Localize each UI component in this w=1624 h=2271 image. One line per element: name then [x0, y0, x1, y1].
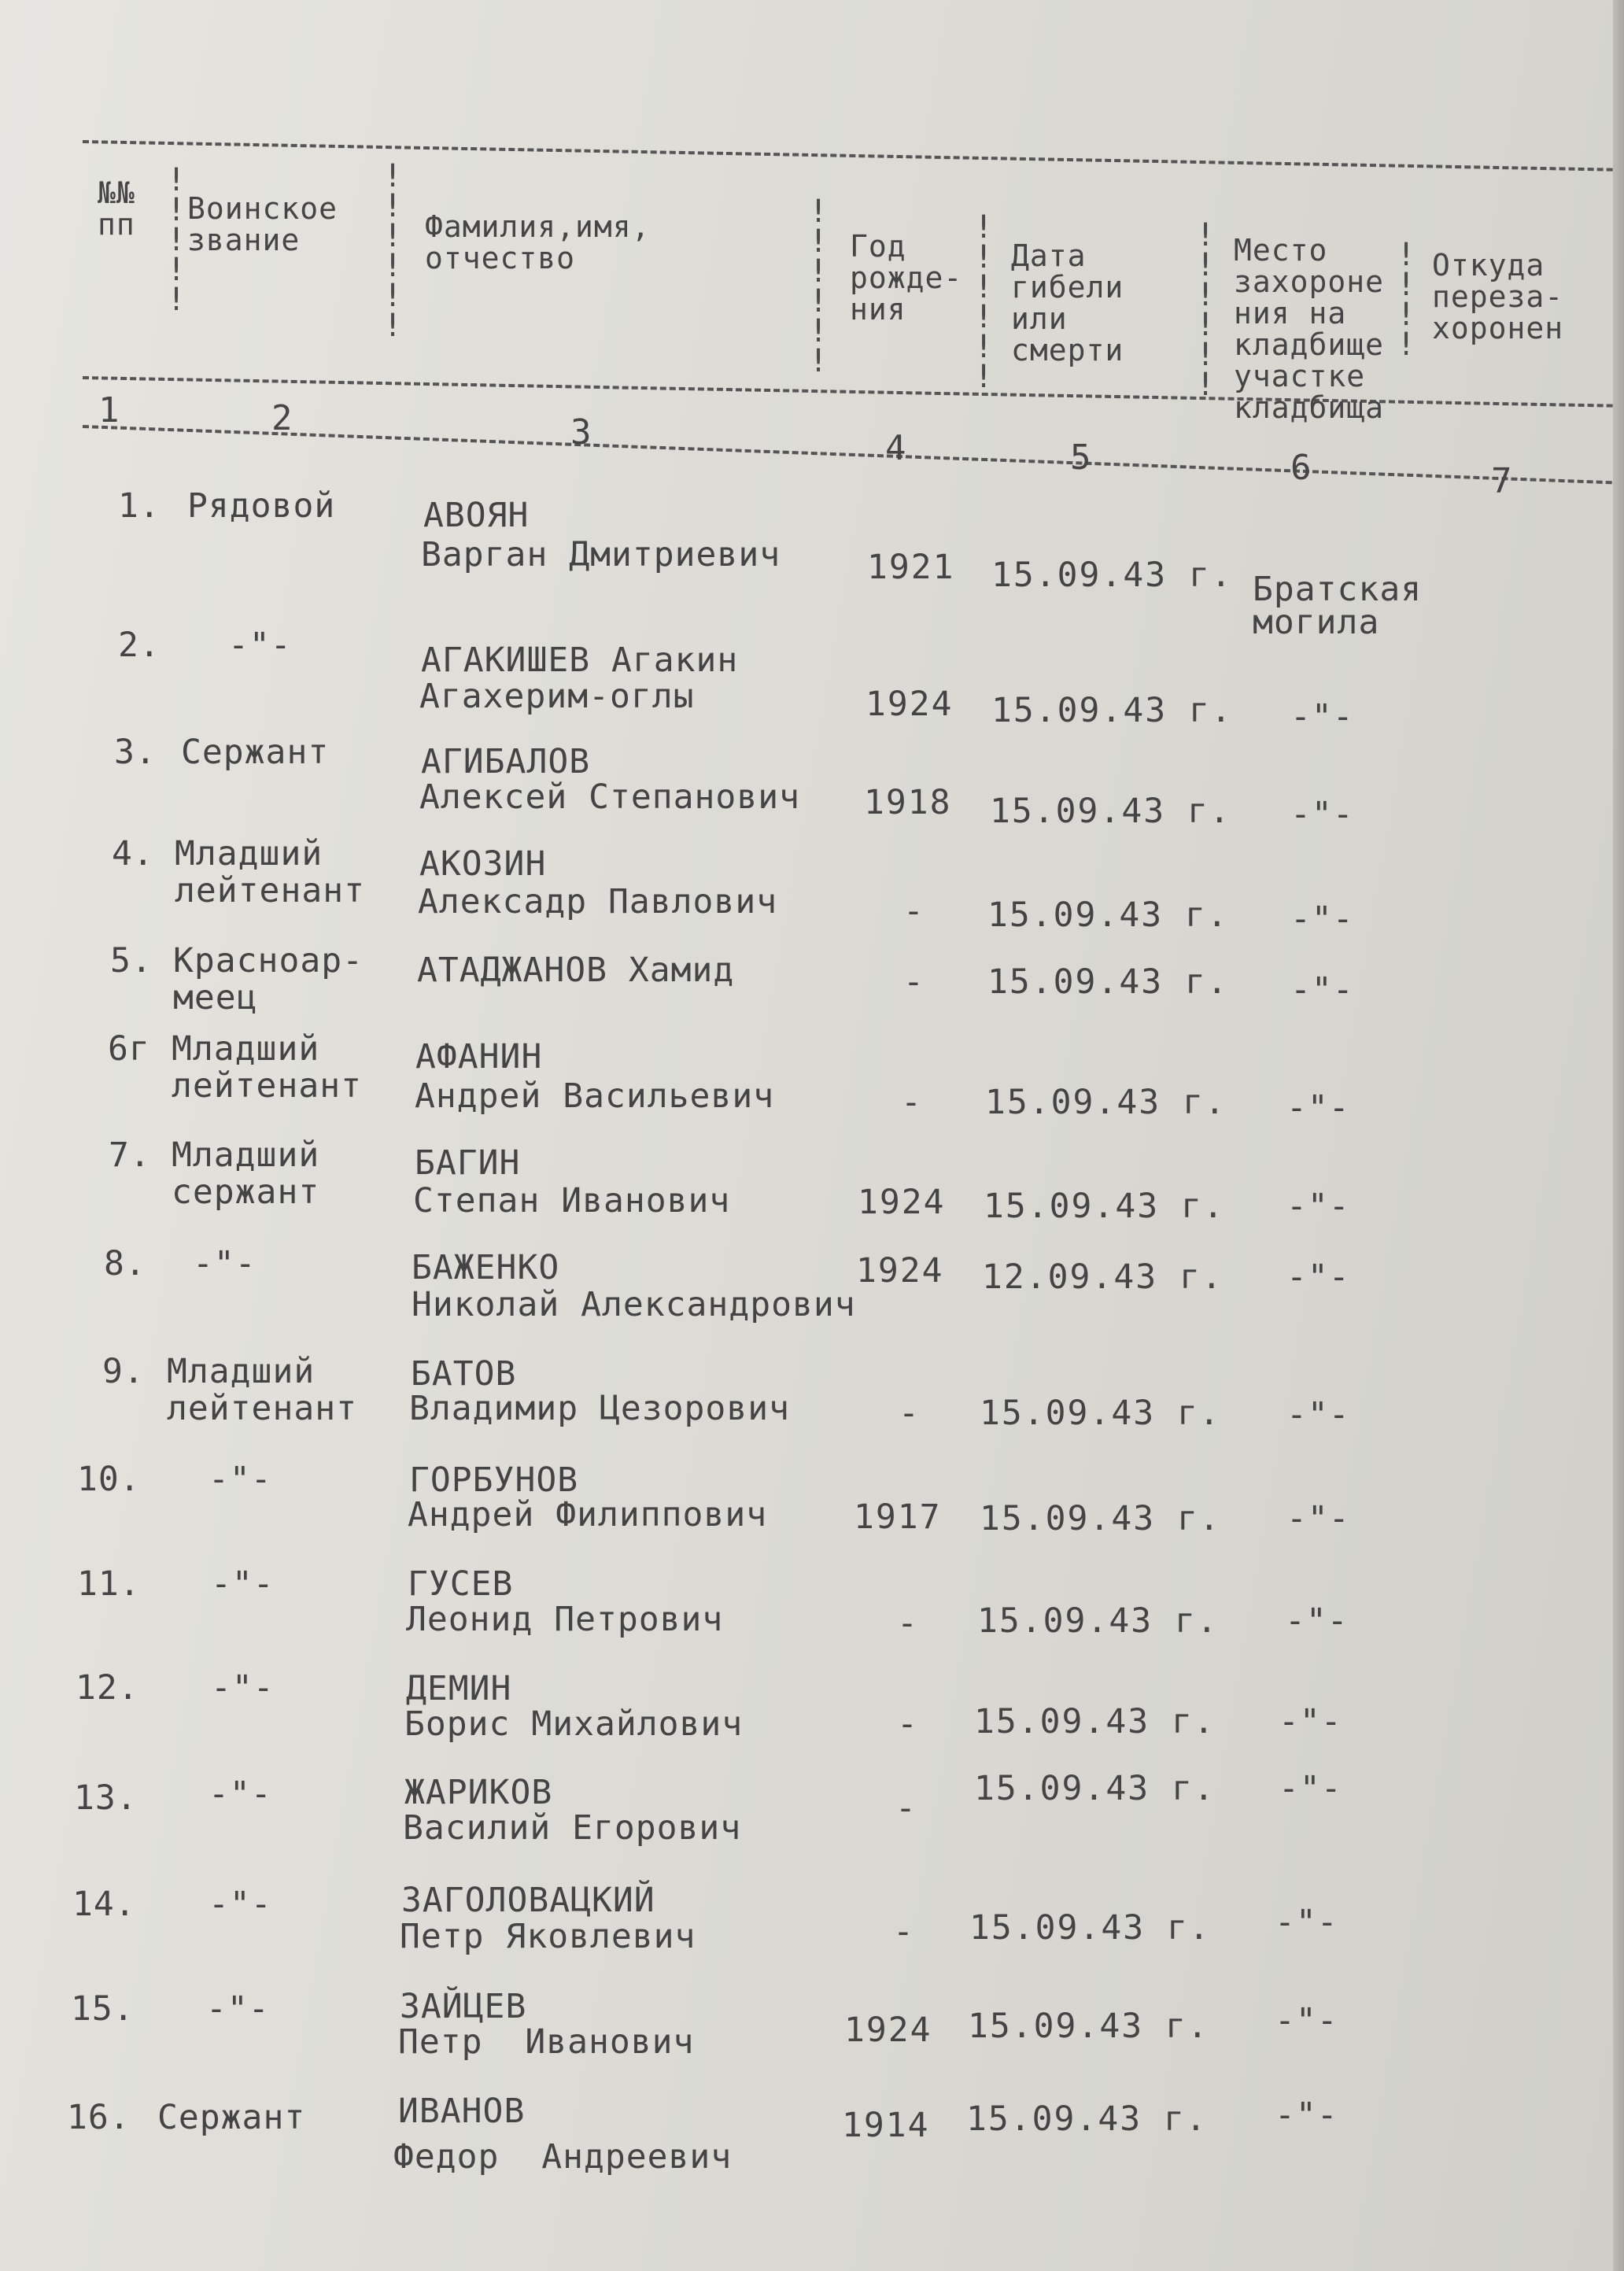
row-15-surname: ЗАЙЦЕВ	[400, 1987, 527, 2026]
column-separator: ! ! ! ! !	[167, 162, 186, 318]
row-10-number: 10.	[77, 1460, 141, 1499]
row-2-names: Агахерим-оглы	[419, 677, 695, 716]
row-15-names: Петр Иванович	[398, 2022, 695, 2062]
row-15-place: -"-	[1275, 2001, 1338, 2040]
row-3-number: 3.	[114, 733, 157, 772]
row-5-rank: Красноар- меец	[173, 941, 364, 1017]
row-1-surname: АВОЯН	[423, 496, 530, 535]
row-16-year: 1914	[842, 2106, 930, 2145]
row-14-rank: -"-	[209, 1885, 272, 1924]
column-number-4: 4	[885, 428, 906, 468]
row-3-surname: АГИБАЛОВ	[421, 742, 591, 781]
row-8-surname: БАЖЕНКО	[412, 1248, 560, 1287]
row-15-rank: -"-	[206, 1989, 270, 2029]
row-7-year: 1924	[858, 1183, 946, 1222]
row-5-place: -"-	[1290, 970, 1354, 1010]
row-12-place: -"-	[1279, 1702, 1342, 1741]
row-13-date: 15.09.43 г.	[974, 1769, 1216, 1808]
column-separator: ! ! ! ! ! !	[974, 209, 994, 395]
row-2-rank: -"-	[228, 626, 292, 665]
row-12-rank: -"-	[211, 1668, 275, 1708]
row-7-surname: БАГИН	[415, 1143, 521, 1183]
row-15-year: 1924	[844, 2011, 932, 2050]
row-10-names: Андрей Филиппович	[408, 1495, 768, 1534]
row-4-year: -	[903, 892, 925, 931]
row-2-date: 15.09.43 г.	[991, 691, 1233, 730]
row-2-number: 2.	[118, 626, 161, 665]
header-col2-label: Воинское звание	[187, 191, 338, 257]
header-col4-label: Год рожде- ния	[850, 229, 963, 327]
row-11-names: Леонид Петрович	[406, 1600, 724, 1639]
row-5-surname: АТАДЖАНОВ Хамид	[417, 951, 735, 990]
row-16-place: -"-	[1275, 2096, 1338, 2135]
row-7-date: 15.09.43 г.	[984, 1187, 1225, 1226]
row-16-rank: Сержант	[157, 2098, 306, 2137]
row-3-names: Алексей Степанович	[419, 777, 800, 817]
row-16-date: 15.09.43 г.	[966, 2099, 1208, 2139]
row-10-surname: ГОРБУНОВ	[409, 1460, 579, 1500]
row-8-rank: -"-	[193, 1244, 257, 1283]
column-separator: ! ! ! ! ! !	[383, 158, 403, 344]
row-1-year: 1921	[867, 548, 955, 587]
row-2-surname: АГАКИШЕВ Агакин	[421, 641, 739, 680]
row-13-place: -"-	[1279, 1769, 1342, 1808]
row-6-number: 6г	[108, 1029, 150, 1069]
row-1-number: 1.	[118, 486, 161, 526]
row-11-number: 11.	[77, 1564, 141, 1604]
row-13-names: Василий Егорович	[403, 1808, 742, 1848]
row-12-date: 15.09.43 г.	[974, 1702, 1216, 1741]
row-3-place: -"-	[1290, 795, 1354, 834]
row-7-names: Степан Иванович	[413, 1181, 731, 1220]
row-10-year: 1917	[854, 1497, 942, 1537]
row-10-rank: -"-	[209, 1460, 272, 1499]
header-col5-label: Дата гибели или смерти	[1011, 238, 1124, 367]
row-4-rank: Младший лейтенант	[175, 834, 365, 910]
column-number-3: 3	[570, 412, 592, 452]
row-4-surname: АКОЗИН	[419, 844, 547, 884]
row-12-year: -	[897, 1704, 919, 1744]
column-separator: ! ! ! ! ! !	[1196, 217, 1216, 403]
row-14-year: -	[893, 1912, 915, 1952]
row-7-place: -"-	[1286, 1187, 1350, 1226]
row-12-surname: ДЕМИН	[406, 1669, 512, 1708]
row-6-year: -	[901, 1083, 923, 1122]
row-12-names: Борис Михайлович	[404, 1704, 744, 1744]
row-7-number: 7.	[109, 1136, 151, 1175]
row-13-surname: ЖАРИКОВ	[404, 1773, 553, 1812]
row-4-number: 4.	[112, 834, 154, 873]
row-9-names: Владимир Цезорович	[409, 1389, 790, 1428]
row-6-rank: Младший лейтенант	[172, 1029, 362, 1106]
row-8-date: 12.09.43 г.	[982, 1257, 1224, 1297]
column-number-5: 5	[1070, 438, 1091, 478]
row-14-names: Петр Яковлевич	[400, 1917, 696, 1956]
row-14-number: 14.	[72, 1885, 136, 1924]
header-col6-label: Место захороне ния на кладбище участке кладбища	[1234, 233, 1385, 425]
column-number-2: 2	[271, 398, 293, 438]
row-2-place: -"-	[1290, 697, 1354, 737]
row-8-names: Николай Александрович	[412, 1285, 856, 1324]
row-13-number: 13.	[74, 1778, 138, 1818]
row-16-names: Федор Андреевич	[393, 2137, 733, 2177]
row-12-number: 12.	[76, 1668, 139, 1708]
row-9-surname: БАТОВ	[411, 1354, 517, 1394]
row-9-date: 15.09.43 г.	[980, 1394, 1221, 1433]
background-edge	[1613, 0, 1624, 2271]
row-6-place: -"-	[1286, 1088, 1350, 1128]
header-top-rule	[83, 140, 1613, 172]
row-3-rank: Сержант	[181, 733, 330, 772]
row-5-date: 15.09.43 г.	[987, 962, 1229, 1002]
header-bottom-rule	[83, 425, 1612, 488]
row-8-place: -"-	[1286, 1257, 1350, 1297]
header-col7-label: Откуда переза- хоронен	[1432, 248, 1564, 345]
row-4-date: 15.09.43 г.	[987, 895, 1229, 935]
row-9-number: 9.	[102, 1352, 145, 1391]
row-10-date: 15.09.43 г.	[980, 1499, 1221, 1538]
row-15-number: 15.	[71, 1989, 135, 2029]
row-13-rank: -"-	[209, 1774, 272, 1814]
row-6-date: 15.09.43 г.	[985, 1083, 1227, 1122]
row-16-surname: ИВАНОВ	[398, 2092, 526, 2131]
row-9-place: -"-	[1286, 1395, 1350, 1435]
row-1-date: 15.09.43 г.	[991, 556, 1233, 595]
row-5-year: -	[903, 962, 925, 1002]
row-2-year: 1924	[866, 685, 954, 724]
column-separator: ! ! ! ! ! !	[809, 194, 829, 379]
row-1-names: Варган Дмитриевич	[421, 535, 781, 574]
row-4-place: -"-	[1290, 899, 1354, 939]
column-number-6: 6	[1290, 448, 1312, 488]
row-9-rank: Младший лейтенант	[167, 1352, 357, 1428]
row-1-rank: Рядовой	[187, 486, 336, 526]
row-6-names: Андрей Васильевич	[415, 1076, 775, 1116]
row-11-rank: -"-	[211, 1564, 275, 1604]
row-14-place: -"-	[1275, 1903, 1338, 1942]
row-14-surname: ЗАГОЛОВАЦКИЙ	[401, 1881, 655, 1920]
row-13-year: -	[895, 1789, 917, 1828]
row-11-date: 15.09.43 г.	[977, 1601, 1219, 1641]
row-7-rank: Младший сержант	[172, 1136, 320, 1212]
row-3-year: 1918	[864, 783, 952, 822]
row-14-date: 15.09.43 г.	[969, 1908, 1211, 1948]
row-8-year: 1924	[856, 1251, 944, 1291]
row-8-number: 8.	[104, 1244, 146, 1283]
header-col3-label: Фамилия,имя, отчество	[425, 209, 651, 275]
row-6-surname: АФАНИН	[415, 1037, 543, 1076]
column-number-7: 7	[1491, 461, 1512, 501]
row-11-place: -"-	[1285, 1601, 1349, 1641]
row-10-place: -"-	[1286, 1499, 1350, 1538]
row-5-number: 5.	[110, 941, 153, 980]
column-number-1: 1	[98, 390, 120, 430]
row-4-names: Алексадр Павлович	[418, 882, 778, 921]
row-11-year: -	[897, 1604, 919, 1643]
row-3-date: 15.09.43 г.	[990, 792, 1231, 831]
row-1-place: Братская могила	[1253, 570, 1423, 642]
column-separator: ! ! ! !	[1397, 237, 1416, 363]
row-9-year: -	[899, 1394, 921, 1433]
row-15-date: 15.09.43 г.	[968, 2007, 1209, 2046]
row-16-number: 16.	[67, 2098, 131, 2137]
row-11-surname: ГУСЕВ	[408, 1564, 514, 1604]
header-col1-label: №№ пп	[98, 175, 135, 242]
